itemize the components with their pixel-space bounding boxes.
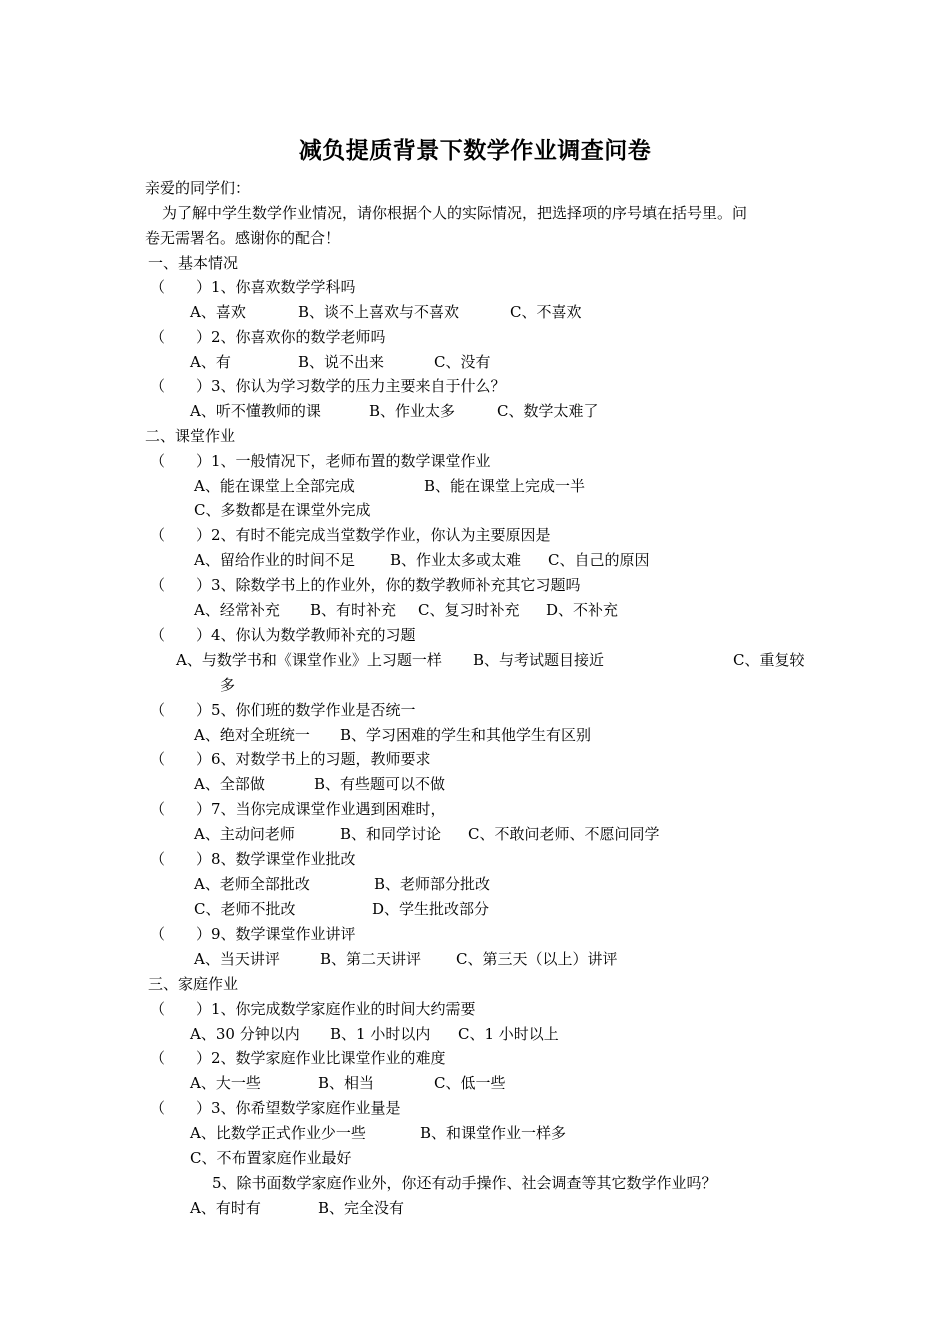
- option-a: A、与数学书和《课堂作业》上习题一样: [176, 651, 442, 669]
- option-a: A、喜欢: [190, 303, 246, 321]
- option-c: C、老师不批改: [194, 900, 296, 918]
- option-b: B、老师部分批改: [374, 875, 491, 893]
- answer-blank[interactable]: （: [150, 1099, 166, 1117]
- answer-blank[interactable]: （: [150, 576, 166, 594]
- option-a: A、留给作业的时间不足: [194, 551, 355, 569]
- question-text: ）2、有时不能完成当堂数学作业，你认为主要原因是: [196, 526, 551, 544]
- question-text: ）1、你喜欢数学学科吗: [196, 278, 356, 296]
- answer-blank[interactable]: （: [150, 925, 166, 943]
- option-a: A、全部做: [194, 775, 265, 793]
- option-b: B、说不出来: [298, 353, 385, 371]
- answer-blank[interactable]: （: [150, 850, 166, 868]
- option-b: B、谈不上喜欢与不喜欢: [298, 303, 460, 321]
- answer-blank[interactable]: （: [150, 800, 166, 818]
- question-text: ）3、除数学书上的作业外，你的数学教师补充其它习题吗: [196, 576, 581, 594]
- option-c: C、第三天（以上）讲评: [456, 950, 618, 968]
- option-b: B、和课堂作业一样多: [420, 1124, 567, 1142]
- section-3-heading: 三、家庭作业: [148, 975, 239, 993]
- intro-line-2: 卷无需署名。感谢你的配合！: [145, 229, 341, 247]
- option-a: A、主动问老师: [194, 825, 295, 843]
- question-text: ）6、对数学书上的习题，教师要求: [196, 750, 431, 768]
- option-a: A、有: [190, 353, 231, 371]
- option-c: C、复习时补充: [418, 601, 520, 619]
- option-a: A、比数学正式作业少一些: [190, 1124, 366, 1142]
- option-a: A、大一些: [190, 1074, 261, 1092]
- option-b: B、作业太多: [369, 402, 456, 420]
- answer-blank[interactable]: （: [150, 1000, 166, 1018]
- question-text: ）3、你认为学习数学的压力主要来自于什么？: [196, 377, 506, 395]
- option-a: A、有时有: [190, 1199, 261, 1217]
- option-c: C、1 小时以上: [458, 1025, 559, 1043]
- answer-blank[interactable]: （: [150, 626, 166, 644]
- option-a: A、听不懂教师的课: [190, 402, 321, 420]
- option-c: C、数学太难了: [497, 402, 599, 420]
- question-text: ）2、你喜欢你的数学老师吗: [196, 328, 386, 346]
- option-b: B、相当: [318, 1074, 375, 1092]
- option-b: B、作业太多或太难: [390, 551, 522, 569]
- question-text: ）4、你认为数学教师补充的习题: [196, 626, 416, 644]
- option-b: B、和同学讨论: [340, 825, 442, 843]
- question-text: ）1、你完成数学家庭作业的时间大约需要: [196, 1000, 476, 1018]
- option-a: A、当天讲评: [194, 950, 280, 968]
- question-text: ）2、数学家庭作业比课堂作业的难度: [196, 1049, 446, 1067]
- answer-blank[interactable]: （: [150, 701, 166, 719]
- question-text: ）1、一般情况下，老师布置的数学课堂作业: [196, 452, 491, 470]
- question-2-4-option-c-continued: 多: [220, 676, 236, 694]
- option-d: D、不补充: [546, 601, 619, 619]
- page-title: 减负提质背景下数学作业调查问卷: [298, 137, 652, 164]
- option-b: B、有些题可以不做: [314, 775, 446, 793]
- option-b: B、1 小时以内: [330, 1025, 431, 1043]
- question-2-1-option-c: C、多数都是在课堂外完成: [194, 501, 371, 519]
- option-b: B、有时补充: [310, 601, 397, 619]
- question-3-5: 5、除书面数学家庭作业外，你还有动手操作、社会调查等其它数学作业吗？: [212, 1174, 717, 1192]
- option-b: B、能在课堂上完成一半: [424, 477, 586, 495]
- answer-blank[interactable]: （: [150, 1049, 166, 1067]
- answer-blank[interactable]: （: [150, 452, 166, 470]
- question-text: ）7、当你完成课堂作业遇到困难时，: [196, 800, 446, 818]
- section-2-heading: 二、课堂作业: [145, 427, 236, 445]
- option-b: B、与考试题目接近: [473, 651, 605, 669]
- intro-line-1: 为了解中学生数学作业情况，请你根据个人的实际情况，把选择项的序号填在括号里。问: [162, 204, 748, 222]
- option-c: C、低一些: [434, 1074, 506, 1092]
- greeting: 亲爱的同学们：: [145, 179, 251, 197]
- answer-blank[interactable]: （: [150, 328, 166, 346]
- section-1-heading: 一、基本情况: [148, 254, 239, 272]
- answer-blank[interactable]: （: [150, 278, 166, 296]
- option-a: A、绝对全班统一: [194, 726, 310, 744]
- option-c: C、重复较: [733, 651, 805, 669]
- option-a: A、经常补充: [194, 601, 280, 619]
- question-text: ）5、你们班的数学作业是否统一: [196, 701, 416, 719]
- question-text: ）9、数学课堂作业讲评: [196, 925, 356, 943]
- answer-blank[interactable]: （: [150, 526, 166, 544]
- answer-blank[interactable]: （: [150, 377, 166, 395]
- answer-blank[interactable]: （: [150, 750, 166, 768]
- option-a: A、30 分钟以内: [190, 1025, 300, 1043]
- option-c: C、没有: [434, 353, 491, 371]
- option-c: C、不敢问老师、不愿问同学: [468, 825, 660, 843]
- question-3-3-option-c: C、不布置家庭作业最好: [190, 1149, 352, 1167]
- option-c: C、不喜欢: [510, 303, 582, 321]
- option-b: B、第二天讲评: [320, 950, 422, 968]
- option-b: B、完全没有: [318, 1199, 405, 1217]
- option-d: D、学生批改部分: [372, 900, 490, 918]
- option-b: B、学习困难的学生和其他学生有区别: [340, 726, 592, 744]
- question-text: ）3、你希望数学家庭作业量是: [196, 1099, 401, 1117]
- question-text: ）8、数学课堂作业批改: [196, 850, 356, 868]
- option-c: C、自己的原因: [548, 551, 650, 569]
- option-a: A、能在课堂上全部完成: [194, 477, 355, 495]
- option-a: A、老师全部批改: [194, 875, 310, 893]
